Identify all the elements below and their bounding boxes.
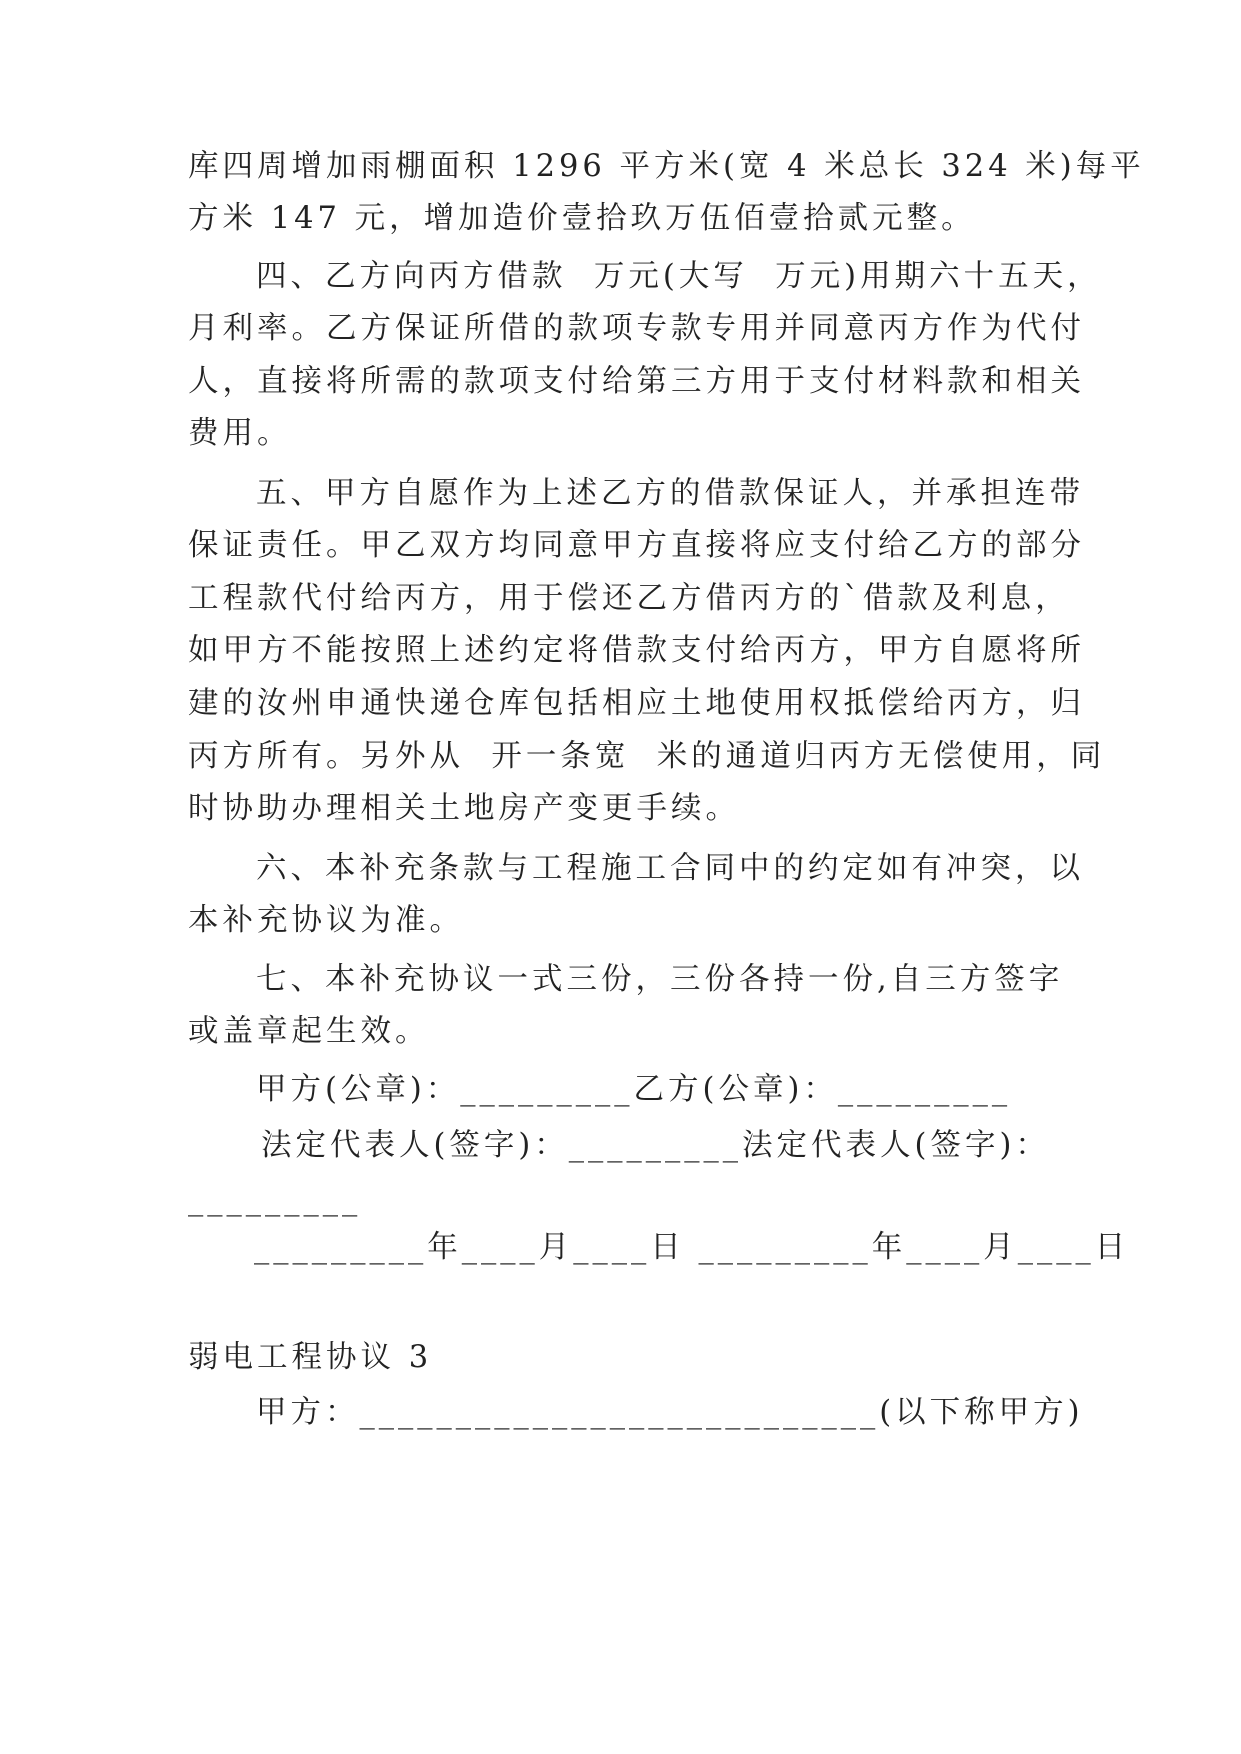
paragraph-5-line-7: 时协助办理相关土地房产变更手续。	[188, 791, 740, 826]
paragraph-6-line-2: 本补充协议为准。	[188, 903, 464, 938]
paragraph-4-line-3: 人，直接将所需的款项支付给第三方用于支付材料款和相关	[188, 364, 1085, 399]
paragraph-5-line-2: 保证责任。甲乙双方均同意甲方直接将应支付给乙方的部分	[188, 528, 1085, 563]
seal-signature-line: 甲方(公章)：_________乙方(公章)：_________	[256, 1072, 1012, 1107]
paragraph-4-line-4: 费用。	[188, 416, 292, 451]
paragraph-3-line-1: 库四周增加雨棚面积 1296 平方米(宽 4 米总长 324 米)每平	[188, 149, 1145, 184]
party-a-line: 甲方：___________________________(以下称甲方)	[256, 1395, 1084, 1430]
section-title: 弱电工程协议 3	[188, 1340, 433, 1375]
paragraph-5-line-4: 如甲方不能按照上述约定将借款支付给丙方，甲方自愿将所	[188, 633, 1085, 668]
paragraph-4-line-1: 四、乙方向丙方借款 万元(大写 万元)用期六十五天，	[256, 259, 1102, 294]
date-line: _________年____月____日 _________年____月____日	[254, 1230, 1130, 1265]
paragraph-5-line-3: 工程款代付给丙方，用于偿还乙方借丙方的`借款及利息，	[188, 581, 1070, 616]
paragraph-5-line-5: 建的汝州申通快递仓库包括相应土地使用权抵偿给丙方，归	[188, 686, 1085, 721]
paragraph-7-line-2: 或盖章起生效。	[188, 1014, 430, 1049]
paragraph-4-line-2: 月利率。乙方保证所借的款项专款专用并同意丙方作为代付	[188, 311, 1085, 346]
paragraph-6-line-1: 六、本补充条款与工程施工合同中的约定如有冲突，以	[256, 851, 1084, 886]
legal-rep-signature-line: 法定代表人(签字)：_________法定代表人(签字)：	[261, 1128, 1050, 1163]
legal-rep-signature-blank: _________	[188, 1182, 362, 1217]
paragraph-3-line-2: 方米 147 元，增加造价壹拾玖万伍佰壹拾贰元整。	[188, 201, 976, 236]
paragraph-5-line-1: 五、甲方自愿作为上述乙方的借款保证人，并承担连带	[256, 476, 1084, 511]
paragraph-5-line-6: 丙方所有。另外从 开一条宽 米的通道归丙方无偿使用，同	[188, 739, 1106, 774]
paragraph-7-line-1: 七、本补充协议一式三份，三份各持一份,自三方签字	[256, 962, 1064, 997]
